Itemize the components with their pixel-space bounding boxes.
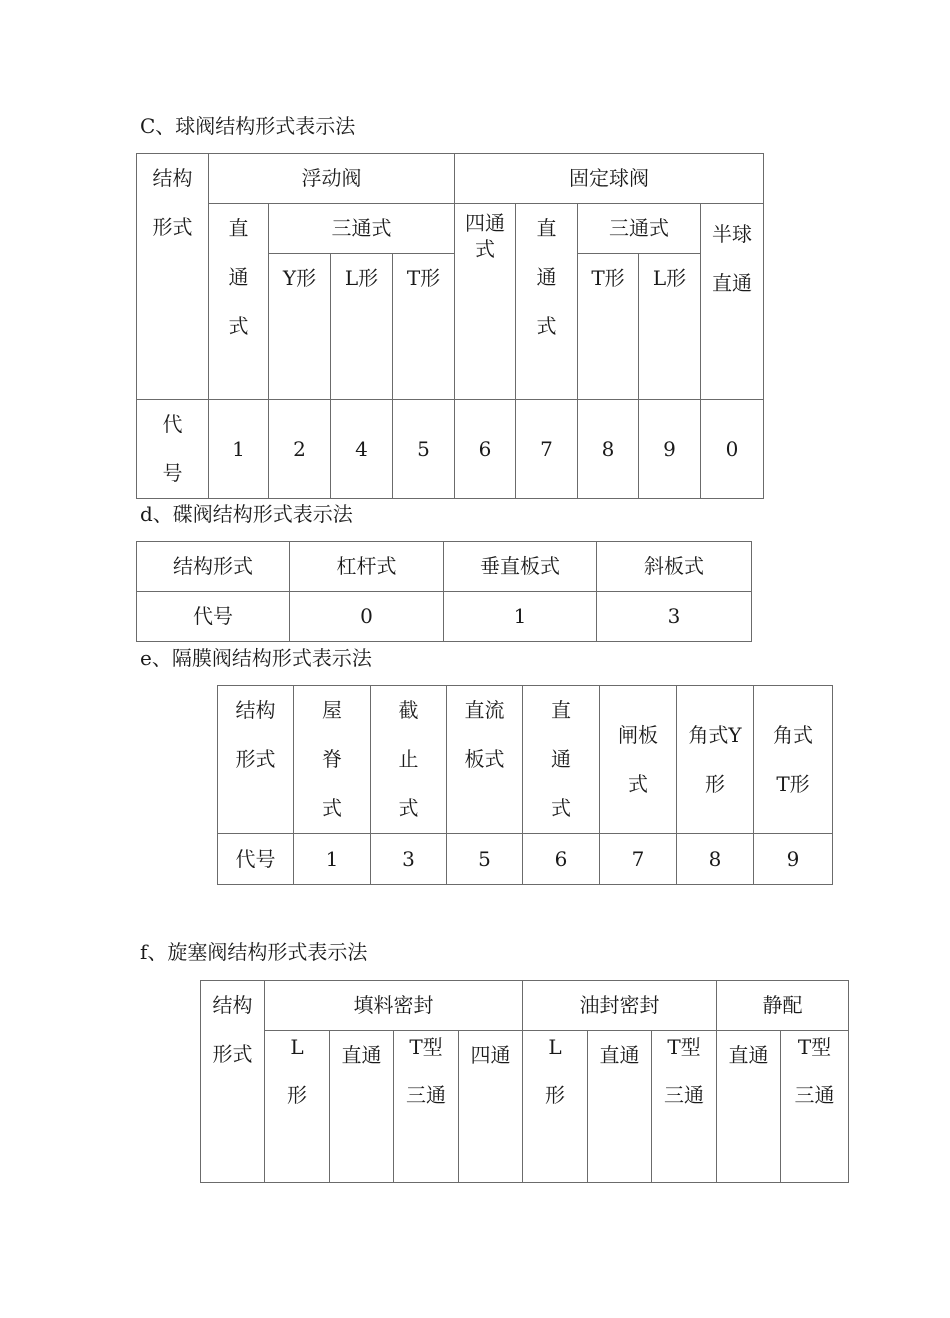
diaphragm-structure-label: 结构 形式 [218, 686, 294, 834]
ball-code-cell: 5 [393, 400, 455, 499]
diaphragm-code-cell: 6 [523, 834, 600, 885]
ball-code-cell: 6 [455, 400, 516, 499]
ball-valve-heading: C、球阀结构形式表示法 [140, 114, 356, 138]
diaphragm-code-cell: 9 [754, 834, 833, 885]
ball-code-cell: 4 [331, 400, 393, 499]
fixed-ball-valve-header: 固定球阀 [455, 154, 764, 204]
fixed-three-way-header: 三通式 [578, 204, 701, 254]
ball-code-cell: 7 [516, 400, 578, 499]
oil-straight-cell: 直通 [588, 1031, 652, 1183]
diaphragm-valve-table [217, 685, 833, 885]
inclined-plate-header: 斜板式 [597, 542, 752, 592]
straight-through-cell: 直 通 式 [523, 686, 600, 834]
oil-seal-header: 油封密封 [523, 981, 717, 1031]
floating-straight-cell: 直 通 式 [209, 204, 269, 400]
diaphragm-code-cell: 5 [447, 834, 523, 885]
ball-code-cell: 8 [578, 400, 639, 499]
fixed-t-shape-cell: T形 [578, 254, 639, 400]
butterfly-valve-table [136, 541, 752, 642]
diaphragm-code-cell: 7 [600, 834, 677, 885]
l-shape-cell: L形 [331, 254, 393, 400]
butterfly-code-cell: 1 [444, 592, 597, 642]
packing-straight-cell: 直通 [330, 1031, 394, 1183]
packing-seal-header: 填料密封 [265, 981, 523, 1031]
t-shape-cell: T形 [393, 254, 455, 400]
ridge-type-cell: 屋 脊 式 [294, 686, 371, 834]
ball-code-cell: 1 [209, 400, 269, 499]
floating-three-way-header: 三通式 [269, 204, 455, 254]
oil-l-shape-cell: L 形 [523, 1031, 588, 1183]
stop-type-cell: 截 止 式 [371, 686, 447, 834]
diaphragm-code-cell: 3 [371, 834, 447, 885]
lever-type-header: 杠杆式 [290, 542, 444, 592]
fixed-straight-cell: 直 通 式 [516, 204, 578, 400]
ball-code-label: 代 号 [137, 400, 209, 499]
diaphragm-code-cell: 1 [294, 834, 371, 885]
packing-four-way-cell: 四通 [459, 1031, 523, 1183]
butterfly-code-cell: 3 [597, 592, 752, 642]
static-straight-cell: 直通 [717, 1031, 781, 1183]
packing-l-shape-cell: L 形 [265, 1031, 330, 1183]
diaphragm-valve-heading: e、隔膜阀结构形式表示法 [140, 646, 372, 670]
y-shape-cell: Y形 [269, 254, 331, 400]
butterfly-valve-heading: d、碟阀结构形式表示法 [140, 502, 353, 526]
plug-valve-heading: f、旋塞阀结构形式表示法 [140, 940, 368, 964]
butterfly-structure-label: 结构形式 [137, 542, 290, 592]
butterfly-code-cell: 0 [290, 592, 444, 642]
plug-valve-table [200, 980, 849, 1183]
half-ball-straight-cell: 半球 直通 [701, 204, 764, 400]
angle-y-cell: 角式Y 形 [677, 686, 754, 834]
static-fit-header: 静配 [717, 981, 849, 1031]
ball-code-cell: 0 [701, 400, 764, 499]
plug-structure-label: 结构 形式 [201, 981, 265, 1183]
diaphragm-code-cell: 8 [677, 834, 754, 885]
vertical-plate-header: 垂直板式 [444, 542, 597, 592]
static-t-three-way-cell: T型 三通 [781, 1031, 849, 1183]
straight-flow-plate-cell: 直流 板式 [447, 686, 523, 834]
gate-plate-cell: 闸板 式 [600, 686, 677, 834]
floating-valve-header: 浮动阀 [209, 154, 455, 204]
fixed-four-way-cell: 四通 式 [455, 204, 516, 400]
ball-code-cell: 9 [639, 400, 701, 499]
ball-structure-label: 结构 形式 [137, 154, 209, 400]
packing-t-three-way-cell: T型 三通 [394, 1031, 459, 1183]
butterfly-code-label: 代号 [137, 592, 290, 642]
angle-t-cell: 角式 T形 [754, 686, 833, 834]
fixed-l-shape-cell: L形 [639, 254, 701, 400]
ball-code-cell: 2 [269, 400, 331, 499]
ball-valve-table [136, 153, 764, 499]
diaphragm-code-label: 代号 [218, 834, 294, 885]
oil-t-three-way-cell: T型 三通 [652, 1031, 717, 1183]
